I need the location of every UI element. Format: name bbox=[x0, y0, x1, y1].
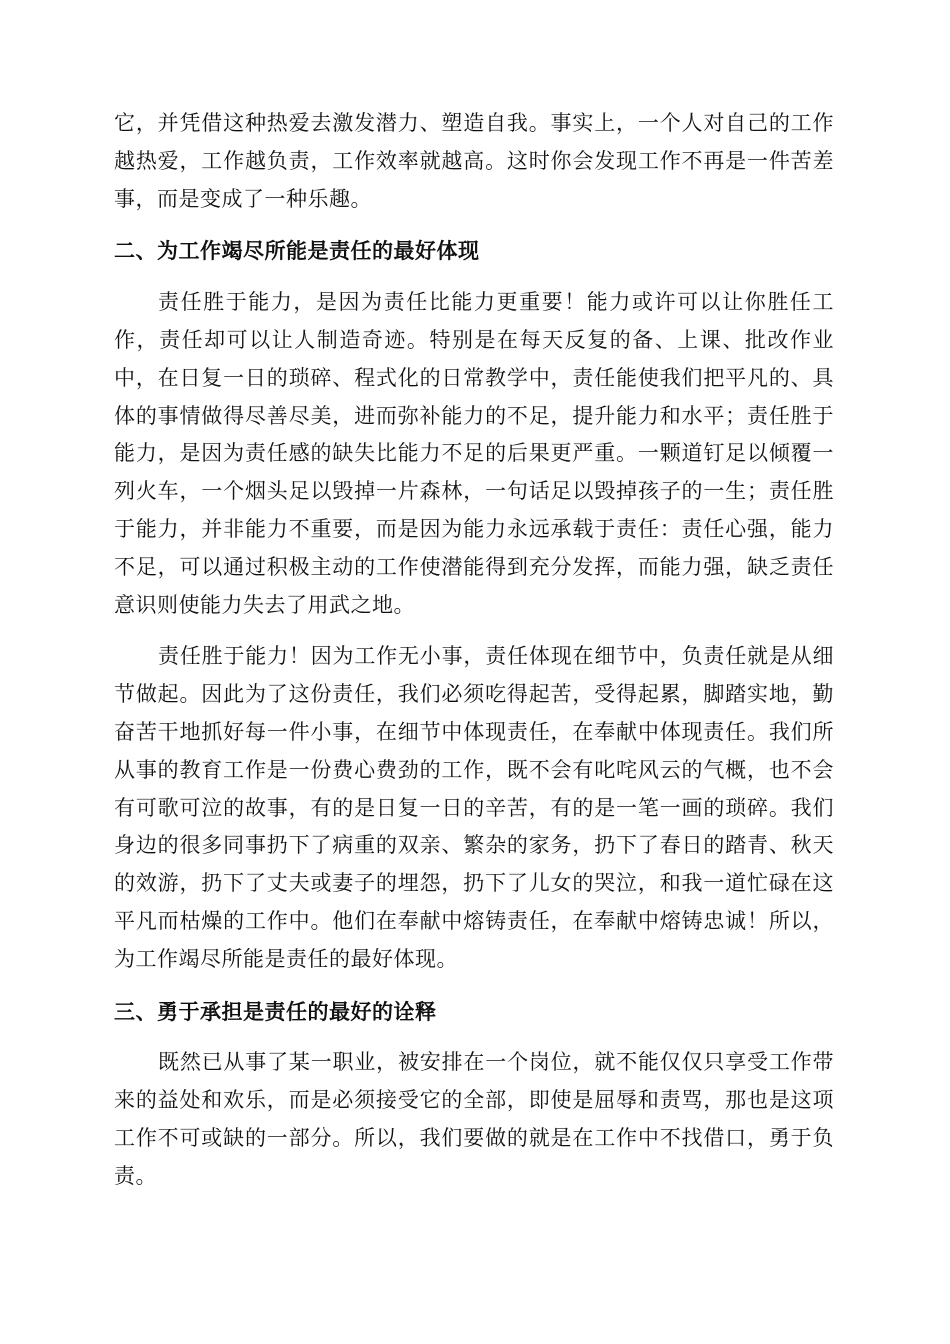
section-2-paragraph-2: 责任胜于能力！因为工作无小事，责任体现在细节中，负责任就是从细节做起。因此为了这份责任，我们必须吃得起苦，受得起累，脚踏实地，勤奋苦干地抓好每一件小事，在细节中体现责任，在奉献中体现责任。我们所从事的教育工作是一份费心费劲的工作，既不会有叱咤风云的气概，也不会有可歌可泣的故事，有的是日复一日的辛苦，有的是一笔一画的琐碎。我们身边的很多同事扔下了病重的双亲、繁杂的家务，扔下了春日的踏青、秋天的效游，扔下了丈夫或妻子的埋怨，扔下了儿女的哭泣，和我一道忙碌在这平凡而枯燥的工作中。他们在奉献中熔铸责任，在奉献中熔铸忠诚！所以，为工作竭尽所能是责任的最好体现。 bbox=[114, 644, 834, 971]
section-heading-2: 二、为工作竭尽所能是责任的最好体现 bbox=[114, 238, 480, 264]
paragraph-continued: 它，并凭借这种热爱去激发潜力、塑造自我。事实上，一个人对自己的工作越热爱，工作越负责，工作效率就越高。这时你会发现工作不再是一件苦差事，而是变成了一种乐趣。 bbox=[114, 111, 834, 211]
document-body bbox=[114, 105, 834, 1196]
section-heading-3: 三、勇于承担是责任的最好的诠释 bbox=[114, 998, 437, 1024]
section-3-paragraph-1: 既然已从事了某一职业，被安排在一个岗位，就不能仅仅只享受工作带来的益处和欢乐，而是必须接受它的全部，即使是屈辱和责骂，那也是这项工作不可或缺的一部分。所以，我们要做的就是在工作中不找借口，勇于负责。 bbox=[114, 1050, 834, 1188]
section-2-paragraph-1: 责任胜于能力，是因为责任比能力更重要！能力或许可以让你胜任工作，责任却可以让人制造奇迹。特别是在每天反复的备、上课、批改作业中，在日复一日的琐碎、程式化的日常教学中，责任能使我们把平凡的、具体的事情做得尽善尽美，进而弥补能力的不足，提升能力和水平；责任胜于能力，是因为责任感的缺失比能力不足的后果更严重。一颗道钉足以倾覆一列火车，一个烟头足以毁掉一片森林，一句话足以毁掉孩子的一生；责任胜于能力，并非能力不重要，而是因为能力永远承载于责任：责任心强，能力不足，可以通过积极主动的工作使潜能得到充分发挥，而能力强，缺乏责任意识则使能力失去了用武之地。 bbox=[114, 290, 834, 617]
